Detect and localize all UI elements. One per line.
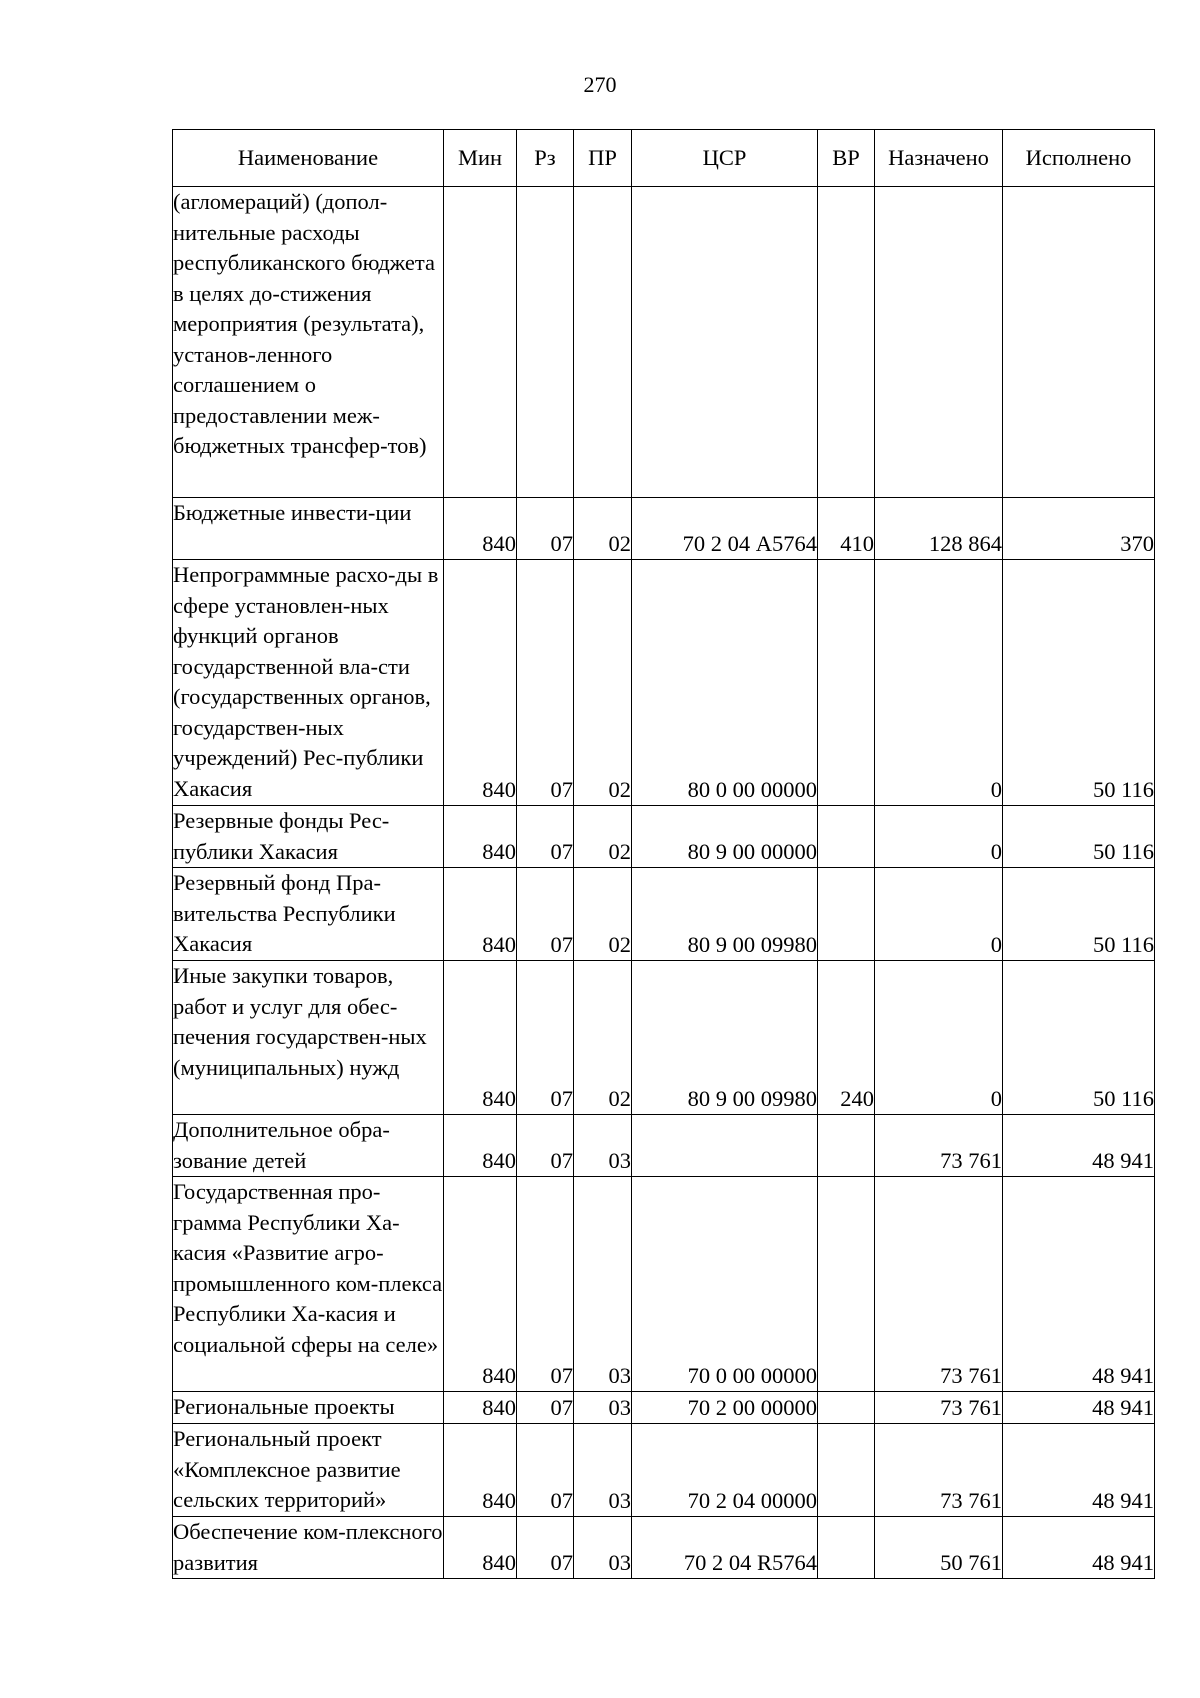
header-executed: Исполнено: [1003, 130, 1155, 187]
row-name: Государственная про-грамма Республики Ха-касия «Развитие агро-промышленного ком-плекса Республики Ха-касия и социальной сферы на селе»: [173, 1177, 444, 1392]
table-row: [173, 1392, 1155, 1424]
row-csr: 80 9 00 09980: [632, 868, 818, 961]
row-assigned: 73 761: [875, 1115, 1003, 1177]
row-executed: 50 116: [1003, 961, 1155, 1115]
row-vr: 410: [818, 498, 875, 560]
row-pr: 03: [574, 1177, 632, 1392]
row-min: 840: [444, 1517, 517, 1579]
row-csr: 80 0 00 00000: [632, 560, 818, 806]
row-min: [444, 187, 517, 498]
row-min: 840: [444, 1424, 517, 1517]
row-rz: 07: [517, 1424, 574, 1517]
row-name: Непрограммные расхо-ды в сфере установлен-ных функций органов государственной вла-сти (государственных органов, государствен-ных учреждений) Рес-публики Хакасия: [173, 560, 444, 806]
row-rz: 07: [517, 961, 574, 1115]
header-assigned: Назначено: [875, 130, 1003, 187]
table-row: [173, 961, 1155, 1115]
row-executed: 48 941: [1003, 1177, 1155, 1392]
page-number: 270: [583, 72, 617, 97]
row-pr: 02: [574, 806, 632, 868]
budget-table: [172, 129, 1155, 1579]
row-assigned: 0: [875, 868, 1003, 961]
table-row: [173, 1424, 1155, 1517]
row-executed: 370: [1003, 498, 1155, 560]
row-pr: [574, 187, 632, 498]
table-row: [173, 187, 1155, 498]
row-min: 840: [444, 868, 517, 961]
header-row: [173, 130, 1155, 187]
row-min: 840: [444, 1115, 517, 1177]
row-vr: [818, 1517, 875, 1579]
table-row: [173, 1177, 1155, 1392]
row-vr: [818, 1392, 875, 1424]
row-vr: [818, 1115, 875, 1177]
row-rz: 07: [517, 1392, 574, 1424]
row-csr: 70 2 04 R5764: [632, 1517, 818, 1579]
row-min: 840: [444, 1177, 517, 1392]
row-assigned: 73 761: [875, 1177, 1003, 1392]
row-rz: 07: [517, 1177, 574, 1392]
row-rz: [517, 187, 574, 498]
row-name: Бюджетные инвести-ции: [173, 498, 444, 560]
row-name: Резервные фонды Рес-публики Хакасия: [173, 806, 444, 868]
table-row: [173, 868, 1155, 961]
row-csr: 70 2 04 А5764: [632, 498, 818, 560]
header-min: Мин: [444, 130, 517, 187]
row-executed: [1003, 187, 1155, 498]
row-executed: 48 941: [1003, 1115, 1155, 1177]
header-pr: ПР: [574, 130, 632, 187]
table-row: [173, 1115, 1155, 1177]
row-assigned: 50 761: [875, 1517, 1003, 1579]
row-csr: 80 9 00 09980: [632, 961, 818, 1115]
row-name: (агломераций) (допол-нительные расходы республиканского бюджета в целях до-стижения мероприятия (результата), установ-ленного соглашением о предоставлении меж-бюджетных трансфер-тов): [173, 187, 444, 498]
header-csr: ЦСР: [632, 130, 818, 187]
row-name: Региональные проекты: [173, 1392, 444, 1424]
header-name: Наименование: [173, 130, 444, 187]
row-assigned: 0: [875, 961, 1003, 1115]
row-pr: 03: [574, 1392, 632, 1424]
row-name: Обеспечение ком-плексного развития: [173, 1517, 444, 1579]
row-min: 840: [444, 806, 517, 868]
row-vr: [818, 868, 875, 961]
table-row: [173, 560, 1155, 806]
row-vr: 240: [818, 961, 875, 1115]
row-rz: 07: [517, 1115, 574, 1177]
row-pr: 02: [574, 560, 632, 806]
row-csr: [632, 187, 818, 498]
row-vr: [818, 560, 875, 806]
table-row: [173, 1517, 1155, 1579]
row-rz: 07: [517, 1517, 574, 1579]
row-vr: [818, 1424, 875, 1517]
row-vr: [818, 187, 875, 498]
row-pr: 03: [574, 1115, 632, 1177]
row-csr: 70 2 04 00000: [632, 1424, 818, 1517]
row-pr: 02: [574, 961, 632, 1115]
header-rz: Рз: [517, 130, 574, 187]
row-assigned: [875, 187, 1003, 498]
row-pr: 02: [574, 498, 632, 560]
row-assigned: 128 864: [875, 498, 1003, 560]
row-assigned: 0: [875, 806, 1003, 868]
row-executed: 50 116: [1003, 868, 1155, 961]
row-vr: [818, 806, 875, 868]
row-rz: 07: [517, 806, 574, 868]
row-executed: 48 941: [1003, 1424, 1155, 1517]
row-rz: 07: [517, 560, 574, 806]
header-vr: ВР: [818, 130, 875, 187]
row-assigned: 73 761: [875, 1424, 1003, 1517]
row-assigned: 0: [875, 560, 1003, 806]
row-min: 840: [444, 498, 517, 560]
row-name: Дополнительное обра-зование детей: [173, 1115, 444, 1177]
row-csr: [632, 1115, 818, 1177]
row-min: 840: [444, 961, 517, 1115]
row-pr: 02: [574, 868, 632, 961]
row-vr: [818, 1177, 875, 1392]
row-assigned: 73 761: [875, 1392, 1003, 1424]
row-name: Резервный фонд Пра-вительства Республики Хакасия: [173, 868, 444, 961]
table-row: [173, 498, 1155, 560]
row-name: Иные закупки товаров, работ и услуг для обес-печения государствен-ных (муниципальных) нужд: [173, 961, 444, 1115]
row-min: 840: [444, 560, 517, 806]
row-csr: 70 2 00 00000: [632, 1392, 818, 1424]
row-min: 840: [444, 1392, 517, 1424]
row-executed: 48 941: [1003, 1392, 1155, 1424]
row-rz: 07: [517, 498, 574, 560]
row-name: Региональный проект «Комплексное развитие сельских территорий»: [173, 1424, 444, 1517]
row-csr: 70 0 00 00000: [632, 1177, 818, 1392]
row-pr: 03: [574, 1517, 632, 1579]
row-executed: 50 116: [1003, 806, 1155, 868]
row-executed: 50 116: [1003, 560, 1155, 806]
table-row: [173, 806, 1155, 868]
row-pr: 03: [574, 1424, 632, 1517]
row-rz: 07: [517, 868, 574, 961]
row-executed: 48 941: [1003, 1517, 1155, 1579]
row-csr: 80 9 00 00000: [632, 806, 818, 868]
